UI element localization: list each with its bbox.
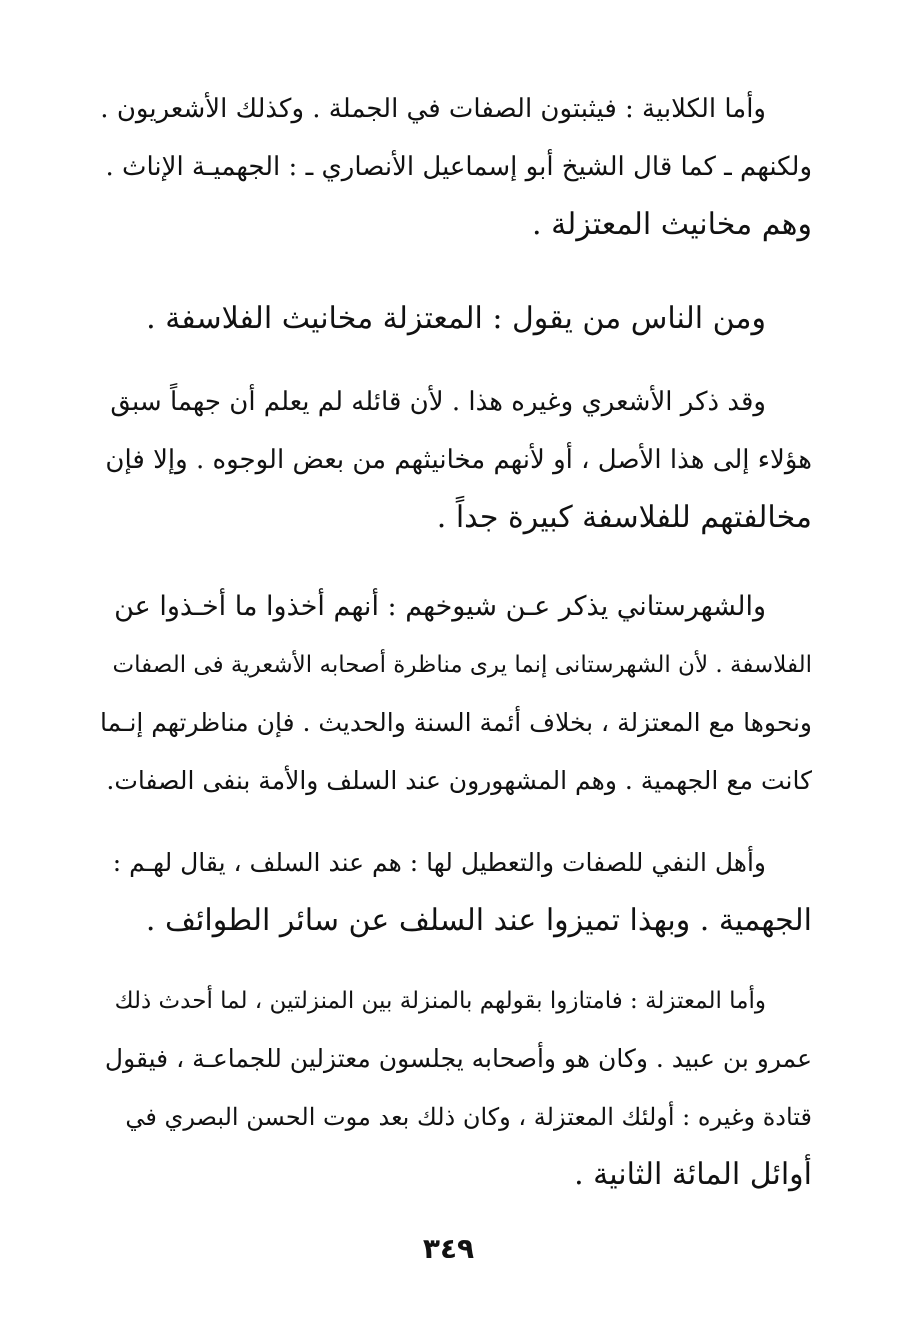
paragraph-ashari-mentioned: [100, 373, 812, 547]
paragraph-line: ومن الناس من يقول : المعتزلة مخانيث الفلاسفة .: [146, 301, 766, 336]
paragraph-line: وأهل النفي للصفات والتعطيل لها : هم عند السلف ، يقال لهـم :: [112, 848, 766, 877]
paragraph-line: والشهرستاني يذكر عـن شيوخهم : أنهم أخذوا ما أخـذوا عن: [114, 591, 766, 622]
paragraph-line: ونحوها مع المعتزلة ، بخلاف أئمة السنة والحديث . فإن مناظرتهم إنـما: [100, 708, 812, 737]
paragraph-line: ولكنهم ـ كما قال الشيخ أبو إسماعيل الأنصاري ـ : الجهميـة الإناث .: [105, 152, 812, 182]
paragraph-line: وقد ذكر الأشعري وغيره هذا . لأن قائله لم يعلم أن جهماً سبق: [110, 387, 766, 417]
paragraph-line: هؤلاء إلى هذا الأصل ، أو لأنهم مخانيثهم من بعض الوجوه . وإلا فإن: [105, 445, 812, 475]
paragraph-line: وأما الكلابية : فيثبتون الصفات في الجملة . وكذلك الأشعريون .: [100, 94, 766, 124]
paragraph-line: قتادة وغيره : أولئك المعتزلة ، وكان ذلك بعد موت الحسن البصري في: [125, 1103, 812, 1131]
paragraph-mutazila: [100, 972, 812, 1204]
paragraph-line: وهم مخانيث المعتزلة .: [532, 207, 812, 242]
page-number: ٣٤٩: [422, 1232, 475, 1265]
paragraph-line: مخالفتهم للفلاسفة كبيرة جداً .: [436, 500, 812, 535]
paragraph-shahrastani: [100, 578, 812, 810]
paragraph-line: الجهمية . وبهذا تميزوا عند السلف عن سائر الطوائف .: [145, 903, 812, 938]
paragraph-kullabiya: [100, 80, 812, 254]
paragraph-line: كانت مع الجهمية . وهم المشهورون عند السلف والأمة بنفى الصفات.: [106, 766, 812, 795]
paragraph-line: أوائل المائة الثانية .: [574, 1157, 812, 1192]
paragraph-line: الفلاسفة . لأن الشهرستانى إنما يرى مناظرة أصحابه الأشعرية فى الصفات: [112, 652, 812, 678]
paragraph-people-of-negation: [100, 834, 812, 950]
paragraph-people-say: [100, 290, 812, 348]
paragraph-line: وأما المعتزلة : فامتازوا بقولهم بالمنزلة بين المنزلتين ، لما أحدث ذلك: [114, 988, 766, 1014]
paragraph-line: عمرو بن عبيد . وكان هو وأصحابه يجلسون معتزلين للجماعـة ، فيقول: [104, 1044, 812, 1073]
